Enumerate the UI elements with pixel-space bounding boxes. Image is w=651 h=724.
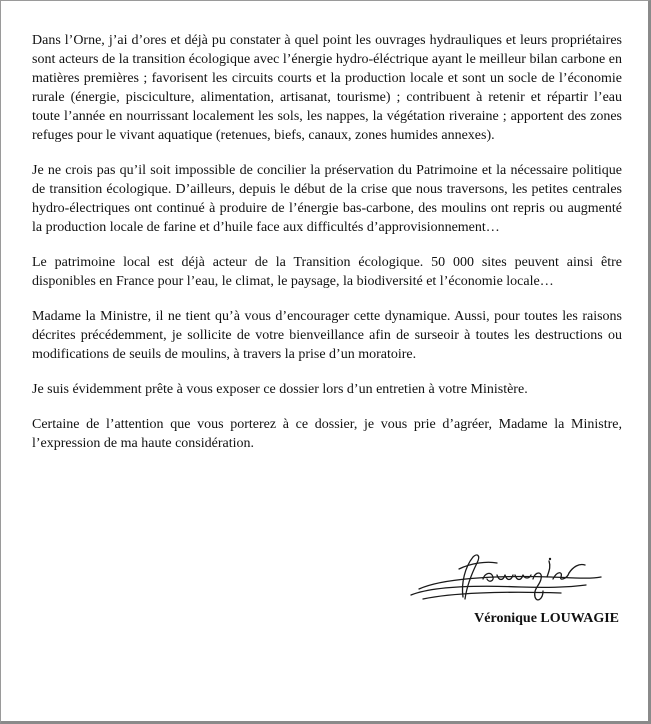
paragraph-closing: Certaine de l’attention que vous porterez à ce dossier, je vous prie d’agréer, Madame la Ministre, l’expression de ma haute considération.: [32, 417, 622, 451]
paragraph-heritage-transition: Je ne crois pas qu’il soit impossible de concilier la préservation du Patrimoine et la nécessaire politique de transition écologique. D’ailleurs, depuis le début de la crise que nous traversons, les petites centrales hydro-électriques ont continué à produire de l’énergie bas-carbone, des moulins ont repris ou augmenté la production locale de farine et d’huile face aux difficultés d’approvisionnement…: [32, 163, 622, 235]
paragraph-moratorium-request: Madame la Ministre, il ne tient qu’à vous d’encourager cette dynamique. Aussi, pour toutes les raisons décrites précédemment, je sollicite de votre bienveillance afin de surseoir à toutes les destructions ou modifications de seuils de moulins, à travers la prise d’un moratoire.: [32, 309, 622, 362]
paragraph-meeting-offer: Je suis évidemment prête à vous exposer ce dossier lors d’un entretien à votre Ministère.: [32, 382, 528, 397]
signer-name: Véronique LOUWAGIE: [474, 611, 619, 626]
letter-body: [32, 31, 622, 469]
paragraph-local-heritage: Le patrimoine local est déjà acteur de la Transition écologique. 50 000 sites peuvent ainsi être disponibles en France pour l’eau, le climat, le paysage, la biodiversité et l’économie locale…: [32, 255, 622, 289]
handwritten-signature: [401, 549, 611, 609]
paragraph-orne-hydraulics: Dans l’Orne, j’ai d’ores et déjà pu constater à quel point les ouvrages hydrauliques et leurs propriétaires sont acteurs de la transition écologique avec l’énergie hydro-éléctrique ayant le meilleur bilan carbone en matières premières ; favorisent les circuits courts et la production locale et sont un socle de l’économie rurale (énergie, pisciculture, alimentation, artisanat, tourisme) ; contribuent à retenir et répartir l’eau toute l’année en nourrissant localement les sols, les nappes, la végétation riveraine ; apportent des zones refuges pour le vivant aquatique (retenues, biefs, canaux, zones humides annexes).: [32, 33, 622, 143]
